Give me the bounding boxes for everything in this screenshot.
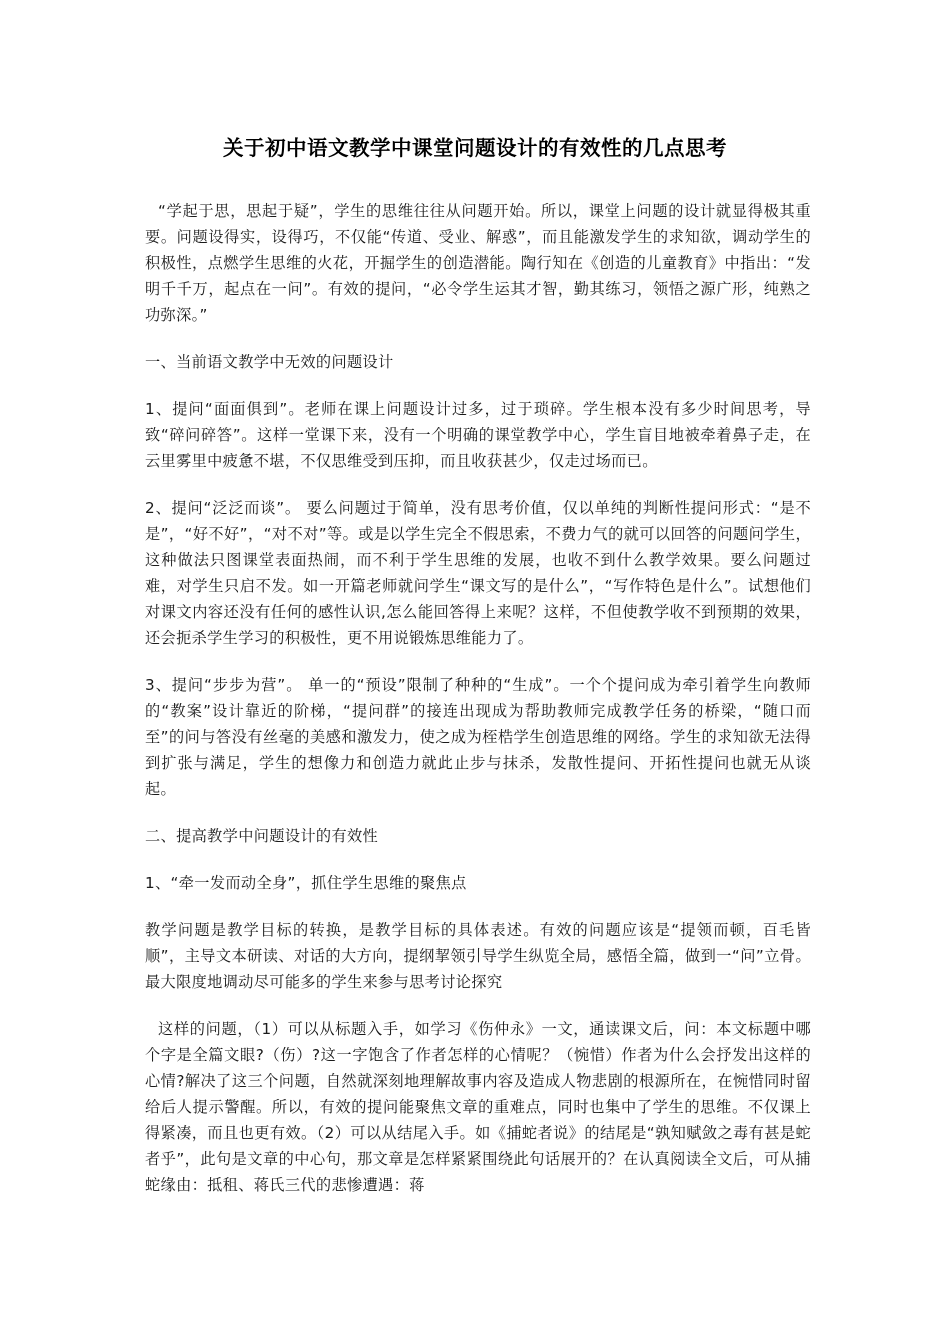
subsection-heading-1: 1、“牵一发而动全身”，抓住学生思维的聚焦点 [145, 874, 467, 892]
paragraph-item-1: 1、提问“面面俱到”。老师在课上问题设计过多，过于琐碎。学生根本没有多少时间思考，导致“碎问碎答”。这样一堂课下来，没有一个明确的课堂教学中心，学生盲目地被牵着鼻子走，在云里雾里中疲惫不堪，不仅思维受到压抑，而且收获甚少，仅走过场而已。 [145, 400, 811, 470]
paragraph-item-2: 2、提问“泛泛而谈”。 要么问题过于简单，没有思考价值，仅以单纯的判断性提问形式：“是不是”，“好不好”，“对不对”等。或是以学生完全不假思索，不费力气的就可以回答的问题问学生，这种做法只图课堂表面热闹，而不利于学生思维的发展，也收不到什么教学效果。要么问题过难，对学生只启不发。如一开篇老师就问学生“课文写的是什么”，“写作特色是什么”。试想他们对课文内容还没有任何的感性认识,怎么能回答得上来呢？这样，不但使教学收不到预期的效果，还会扼杀学生学习的积极性，更不用说锻炼思维能力了。 [145, 499, 811, 647]
document-body [145, 198, 811, 1219]
paragraph-examples: 这样的问题，（1）可以从标题入手，如学习《伤仲永》一文，通读课文后，问：本文标题中哪个字是全篇文眼?（伤）?这一字饱含了作者怎样的心情呢？（惋惜）作者为什么会抒发出这样的心情?解决了这三个问题，自然就深刻地理解故事内容及造成人物悲剧的根源所在，在惋惜同时留给后人提示警醒。所以，有效的提问能聚焦文章的重难点，同时也集中了学生的思维。不仅课上得紧凑，而且也更有效。（2）可以从结尾入手。如《捕蛇者说》的结尾是“孰知赋敛之毒有甚是蛇者乎”，此句是文章的中心句，那文章是怎样紧紧围绕此句话展开的？在认真阅读全文后，可从捕蛇缘由：抵租、蒋氏三代的悲惨遭遇：蒋 [145, 1020, 811, 1194]
section-heading-2: 二、提高教学中问题设计的有效性 [145, 827, 379, 845]
section-heading-1: 一、当前语文教学中无效的问题设计 [145, 353, 394, 371]
paragraph-item-3: 3、提问“步步为营”。 单一的“预设”限制了种种的“生成”。一个个提问成为牵引着学生向教师的“教案”设计靠近的阶梯，“提问群”的接连出现成为帮助教师完成教学任务的桥梁，“随口而至”的问与答没有丝毫的美感和激发力，使之成为桎梏学生创造思维的网络。学生的求知欲无法得到扩张与满足，学生的想像力和创造力就此止步与抹杀，发散性提问、开拓性提问也就无从谈起。 [145, 676, 811, 798]
document-title: 关于初中语文教学中课堂问题设计的有效性的几点思考 [223, 136, 727, 160]
paragraph-intro: “学起于思，思起于疑”，学生的思维往往从问题开始。所以，课堂上问题的设计就显得极其重要。问题设得实，设得巧，不仅能“传道、受业、解惑”，而且能激发学生的求知欲，调动学生的积极性，点燃学生思维的火花，开掘学生的创造潜能。陶行知在《创造的儿童教育》中指出：“发明千千万，起点在一问”。有效的提问，“必令学生运其才智，勤其练习，领悟之源广形，纯熟之功弥深。” [145, 202, 811, 324]
paragraph-explanation: 教学问题是教学目标的转换，是教学目标的具体表述。有效的问题应该是“提领而顿，百毛皆顺”，主导文本研读、对话的大方向，提纲挈领引导学生纵览全局，感悟全篇，做到一“问”立骨。最大限度地调动尽可能多的学生来参与思考讨论探究 [145, 921, 811, 991]
